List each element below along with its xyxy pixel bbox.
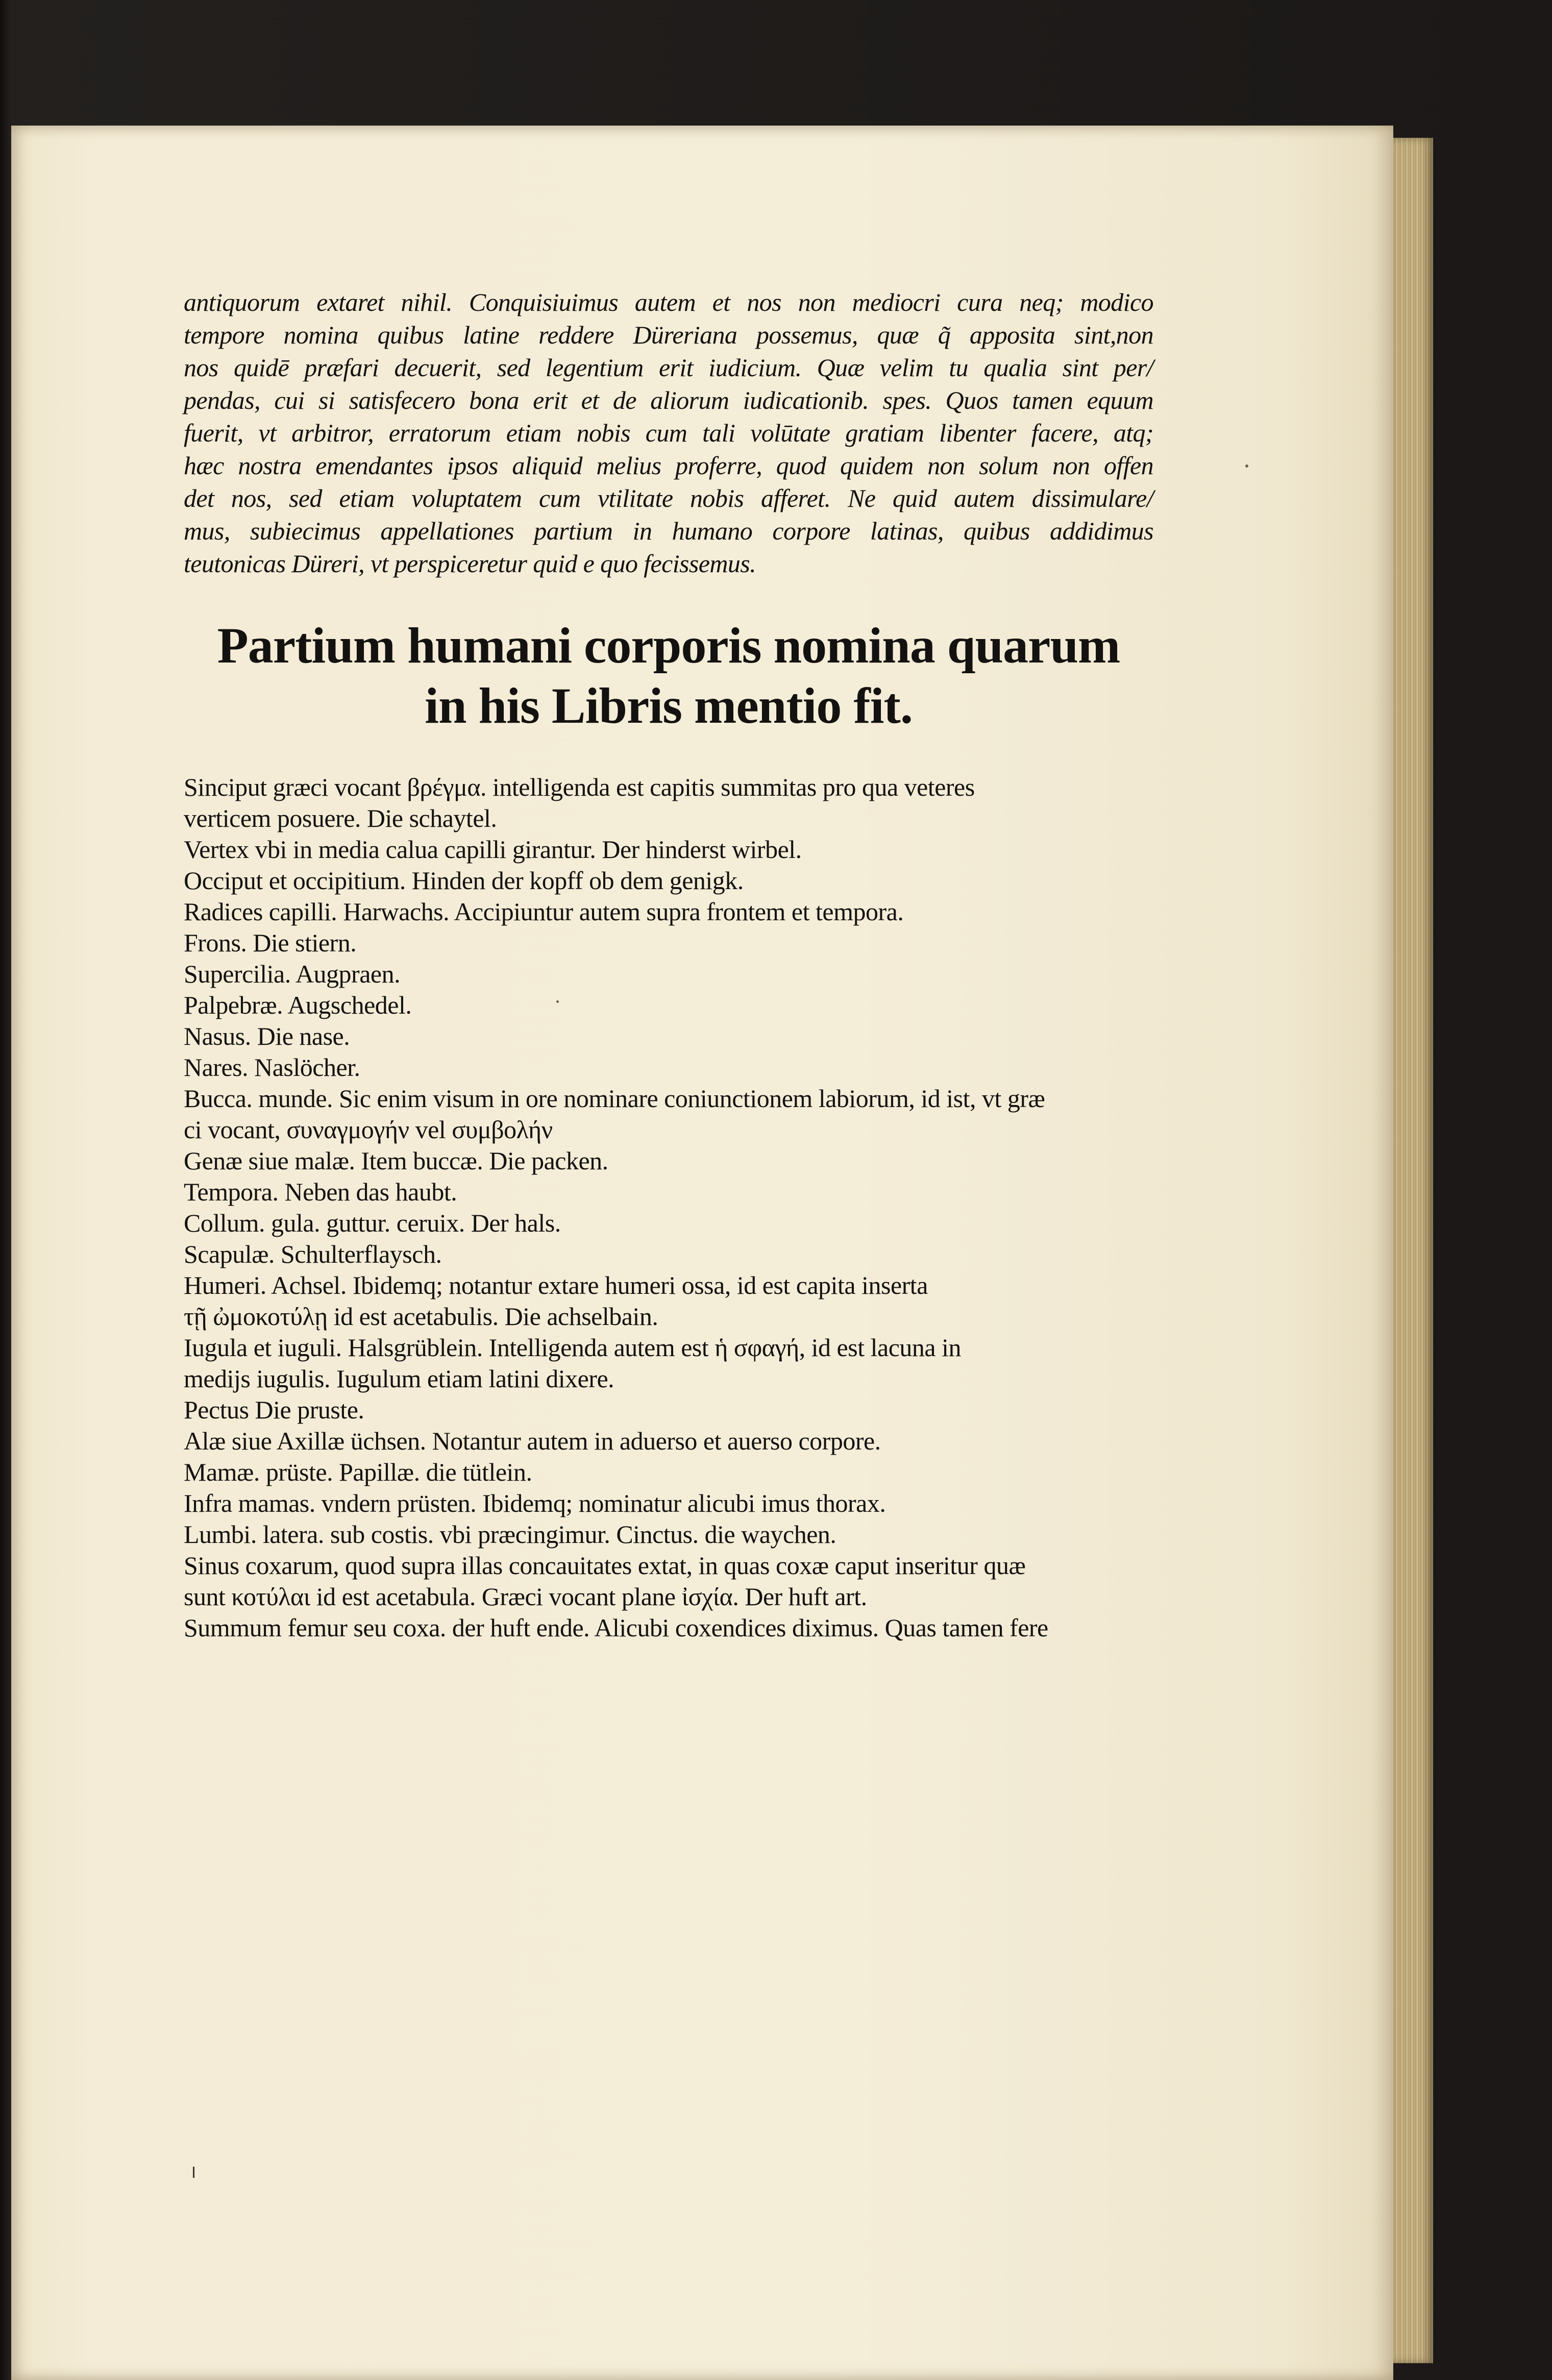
fold-mark (193, 2167, 194, 2178)
intro-line: teutonicas Düreri, vt perspiceretur quid e quo fecissemus. (184, 549, 756, 578)
term-line: verticem posuere. Die schaytel. (184, 804, 497, 832)
term-line: sunt κοτύλαι id est acetabula. Græci vocant plane ἰσχία. Der huft art. (184, 1582, 867, 1611)
intro-paragraph (184, 286, 1153, 580)
section-heading (184, 616, 1153, 736)
term-line: Scapulæ. Schulterflaysch. (184, 1240, 442, 1268)
anatomy-term-list (184, 772, 1153, 1643)
term-line: Vertex vbi in media calua capilli girantur. Der hinderst wirbel. (184, 835, 802, 864)
intro-line: tempore nomina quibus latine reddere Düreriana possemus, quæ q̃ apposita sint,non (184, 321, 1153, 349)
term-line: ci vocant, συναγμογήν vel συμβολήν (184, 1115, 553, 1144)
term-line: Palpebræ. Augschedel. (184, 991, 412, 1019)
intro-line: mus, subiecimus appellationes partium in humano corpore latinas, quibus addidimus (184, 517, 1153, 545)
text-block (184, 286, 1153, 1643)
intro-line: det nos, sed etiam voluptatem cum vtilitate nobis afferet. Ne quid autem dissimulare/ (184, 484, 1153, 512)
term-line: Occiput et occipitium. Hinden der kopff ob dem genigk. (184, 866, 744, 895)
term-line: τῇ ὠμοκοτύλῃ id est acetabulis. Die achselbain. (184, 1302, 658, 1331)
term-line: Sinciput græci vocant βρέγμα. intelligenda est capitis summitas pro qua veteres (184, 773, 975, 801)
term-line: Nasus. Die nase. (184, 1022, 350, 1050)
term-line: Pectus Die pruste. (184, 1395, 364, 1424)
term-line: Genæ siue malæ. Item buccæ. Die packen. (184, 1146, 608, 1175)
term-line: Nares. Naslöcher. (184, 1053, 360, 1082)
intro-line: fuerit, vt arbitror, erratorum etiam nobis cum tali volūtate gratiam libenter facere, atq; (184, 419, 1153, 447)
term-line: Collum. gula. guttur. ceruix. Der hals. (184, 1209, 561, 1237)
term-line: Lumbi. latera. sub costis. vbi præcingimur. Cinctus. die waychen. (184, 1520, 836, 1549)
term-line: Bucca. munde. Sic enim visum in ore nominare coniunctionem labiorum, id ist, vt græ (184, 1084, 1045, 1113)
term-line: Mamæ. prüste. Papillæ. die tütlein. (184, 1458, 532, 1486)
paper-speck (1245, 464, 1248, 468)
term-line: Sinus coxarum, quod supra illas concauitates extat, in quas coxæ caput inseritur quæ (184, 1551, 1026, 1580)
heading-line: in his Libris mentio fit. (425, 677, 913, 734)
intro-line: pendas, cui si satisfecero bona erit et de aliorum iudicationib. spes. Quos tamen equum (184, 386, 1153, 414)
term-line: Supercilia. Augpraen. (184, 960, 401, 988)
term-line: Iugula et iuguli. Halsgrüblein. Intelligenda autem est ἡ σφαγή, id est lacuna in (184, 1333, 961, 1362)
intro-line: antiquorum extaret nihil. Conquisiuimus autem et nos non mediocri cura neq; modico (184, 288, 1153, 316)
heading-line: Partium humani corporis nomina quarum (217, 617, 1120, 674)
intro-line: nos quidē præfari decuerit, sed legentium erit iudicium. Quæ velim tu qualia sint per/ (184, 353, 1153, 382)
term-line: Alæ siue Axillæ üchsen. Notantur autem in aduerso et auerso corpore. (184, 1427, 881, 1455)
term-line: Infra mamas. vndern prüsten. Ibidemq; nominatur alicubi imus thorax. (184, 1489, 886, 1517)
term-line: Radices capilli. Harwachs. Accipiuntur autem supra frontem et tempora. (184, 897, 904, 926)
page-edge-stack (1393, 138, 1433, 2363)
term-line: Tempora. Neben das haubt. (184, 1177, 457, 1206)
intro-line: hæc nostra emendantes ipsos aliquid melius proferre, quod quidem non solum non offen (184, 451, 1153, 480)
term-line: Summum femur seu coxa. der huft ende. Alicubi coxendices diximus. Quas tamen fere (184, 1613, 1048, 1642)
term-line: Humeri. Achsel. Ibidemq; notantur extare humeri ossa, id est capita inserta (184, 1271, 928, 1299)
term-line: Frons. Die stiern. (184, 928, 357, 957)
term-line: medijs iugulis. Iugulum etiam latini dixere. (184, 1364, 614, 1393)
